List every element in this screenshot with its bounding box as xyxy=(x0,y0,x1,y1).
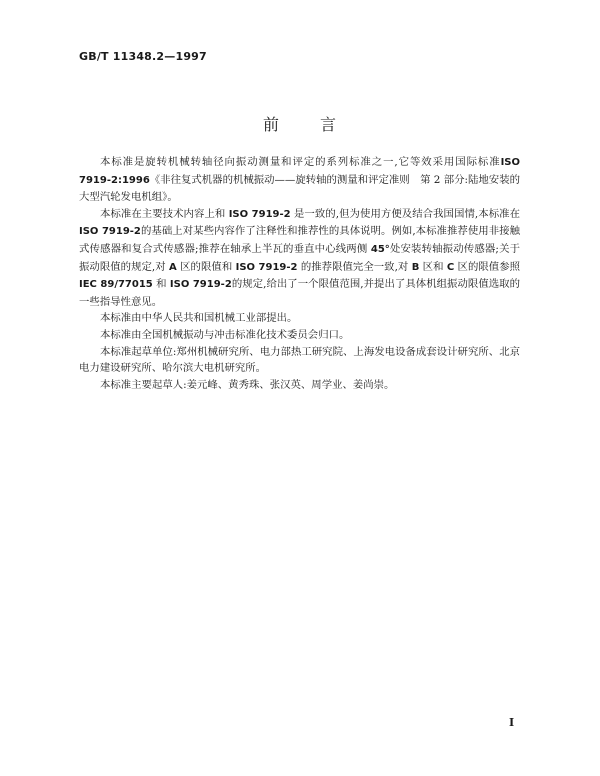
standard-code: GB/T 11348.2—1997 xyxy=(79,50,207,63)
paragraph-text: 的基础上对某些内容作了注释性和推荐性的具体说明。例如,本标准推荐使用非接触式传感器和复合式传感器;推荐在轴承上半瓦的垂直中心线两侧 xyxy=(79,225,520,255)
paragraph-text: 本标准在主要技术内容上和 xyxy=(100,207,226,220)
paragraph-text: 是一致的,但为使用方便及结合我国国情,本标准在 xyxy=(293,207,520,220)
page-number: I xyxy=(509,716,515,729)
iso-reference: ISO 7919-2 xyxy=(79,226,141,238)
paragraph-text: 和 xyxy=(156,278,167,291)
paragraph-text: 本标准由中华人民共和国机械工业部提出。 xyxy=(100,312,298,325)
iso-reference: ISO 7919-2:1996 xyxy=(79,157,520,186)
paragraph-proposer xyxy=(79,310,520,327)
paragraph-text: 区的限值参照 xyxy=(457,260,521,273)
foreword-body xyxy=(79,154,520,393)
paragraph-text: 区的限值和 xyxy=(180,260,233,273)
iso-reference: ISO 7919-2 xyxy=(169,279,232,291)
paragraph-text: 处安装转轴振动传感器;关于振动限值的规定,对 xyxy=(79,242,521,273)
angle-value: 45° xyxy=(370,243,390,255)
title-part-2: 言 xyxy=(320,115,338,134)
iec-reference: IEC 89/77015 xyxy=(79,279,153,291)
paragraph-drafters xyxy=(79,377,520,394)
page-title xyxy=(0,112,600,135)
iso-reference: ISO 7919-2 xyxy=(235,261,298,273)
paragraph-text: 的规定,给出了一个限值范围,并提出了具体机组振动限值选取的一些指导性意见。 xyxy=(79,278,520,308)
paragraph-drafting-units xyxy=(79,344,520,377)
paragraph-text: 本标准起草单位:郑州机械研究所、电力部热工研究院、上海发电设备成套设计研究所、北京电力建设研究所、哈尔滨大电机研究所。 xyxy=(79,345,520,375)
iso-reference: ISO 7919-2 xyxy=(228,208,291,220)
zone-label: B xyxy=(411,261,420,273)
paragraph-text: 《非往复式机器的机械振动——旋转轴的测量和评定准则 第 2 部分:陆地安装的大型汽轮发电机组》。 xyxy=(79,173,520,204)
paragraph-text: 的推荐限值完全一致,对 xyxy=(300,260,409,273)
paragraph-technical-content xyxy=(79,206,520,311)
paragraph-equivalence xyxy=(79,154,520,206)
paragraph-text: 本标准是旋转机械转轴径向振动测量和评定的系列标准之一,它等效采用国际标准 xyxy=(100,156,501,168)
zone-label: C xyxy=(446,261,455,273)
paragraph-text: 区和 xyxy=(422,260,444,273)
paragraph-text: 本标准主要起草人:姜元峰、黄秀珠、张汉英、周学业、姜尚崇。 xyxy=(100,378,395,391)
title-part-1: 前 xyxy=(262,115,280,134)
paragraph-committee xyxy=(79,327,520,344)
zone-label: A xyxy=(169,261,177,273)
paragraph-text: 本标准由全国机械振动与冲击标准化技术委员会归口。 xyxy=(100,328,350,341)
